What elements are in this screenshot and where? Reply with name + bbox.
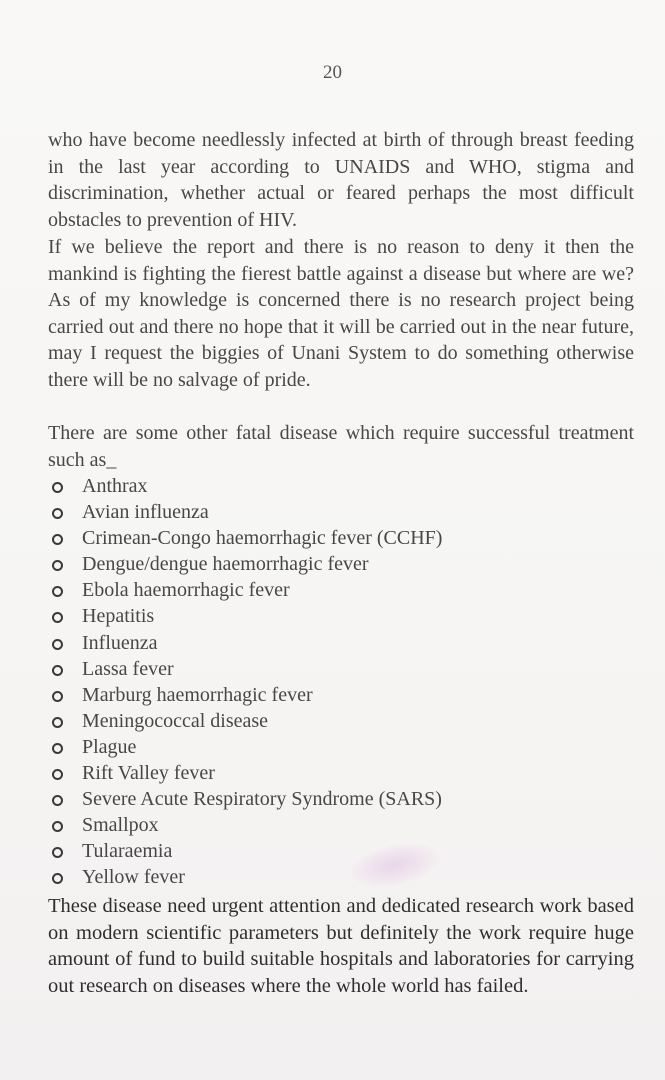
bullet-icon bbox=[52, 691, 63, 702]
bullet-icon bbox=[52, 612, 63, 623]
bullet-icon bbox=[52, 847, 63, 858]
list-item: Severe Acute Respiratory Syndrome (SARS) bbox=[48, 786, 442, 812]
bullet-icon bbox=[52, 560, 63, 571]
list-item: Tularaemia bbox=[48, 838, 442, 864]
list-item: Anthrax bbox=[48, 473, 442, 499]
bullet-icon bbox=[52, 534, 63, 545]
list-item: Avian influenza bbox=[48, 499, 442, 525]
list-item: Plague bbox=[48, 734, 442, 760]
list-item: Dengue/dengue haemorrhagic fever bbox=[48, 551, 442, 577]
bullet-icon bbox=[52, 873, 63, 884]
bullet-icon bbox=[52, 743, 63, 754]
bullet-icon bbox=[52, 665, 63, 676]
bullet-icon bbox=[52, 639, 63, 650]
bullet-icon bbox=[52, 795, 63, 806]
bullet-icon bbox=[52, 586, 63, 597]
paragraph-unani-request: If we believe the report and there is no reason to deny it then the mankind is fighting the fierest battle against a disease but where are we? As of my knowledge is concerned there is no research project being carried out and there no hope that it will be carried out in the near future, may I request the biggies of Unani System to do something otherwise there will be no salvage of pride. bbox=[48, 236, 634, 391]
list-item: Meningococcal disease bbox=[48, 708, 442, 734]
paragraph-hiv-obstacles: who have become needlessly infected at birth of through breast feeding in the last year according to UNAIDS and WHO, stigma and discrimination, whether actual or feared perhaps the most difficult obstacles to prevention of HIV. bbox=[48, 129, 634, 231]
list-item: Yellow fever bbox=[48, 864, 442, 890]
list-item: Hepatitis bbox=[48, 603, 442, 629]
page-number: 20 bbox=[323, 62, 342, 83]
list-item: Lassa fever bbox=[48, 656, 442, 682]
paragraph-fatal-diseases-intro: There are some other fatal disease which require successful treatment such as_ bbox=[48, 422, 634, 471]
bullet-icon bbox=[52, 482, 63, 493]
bullet-icon bbox=[52, 769, 63, 780]
list-item: Crimean-Congo haemorrhagic fever (CCHF) bbox=[48, 525, 442, 551]
list-item: Influenza bbox=[48, 630, 442, 656]
list-item: Smallpox bbox=[48, 812, 442, 838]
bullet-icon bbox=[52, 508, 63, 519]
bullet-icon bbox=[52, 717, 63, 728]
paragraph-conclusion: These disease need urgent attention and dedicated research work based on modern scientific parameters but definitely the work require huge amount of fund to build suitable hospitals and laboratories for carrying out research on diseases where the whole world has failed. bbox=[48, 895, 634, 997]
list-item: Ebola haemorrhagic fever bbox=[48, 577, 442, 603]
list-item: Marburg haemorrhagic fever bbox=[48, 682, 442, 708]
list-item: Rift Valley fever bbox=[48, 760, 442, 786]
bullet-icon bbox=[52, 821, 63, 832]
disease-list bbox=[48, 473, 442, 891]
